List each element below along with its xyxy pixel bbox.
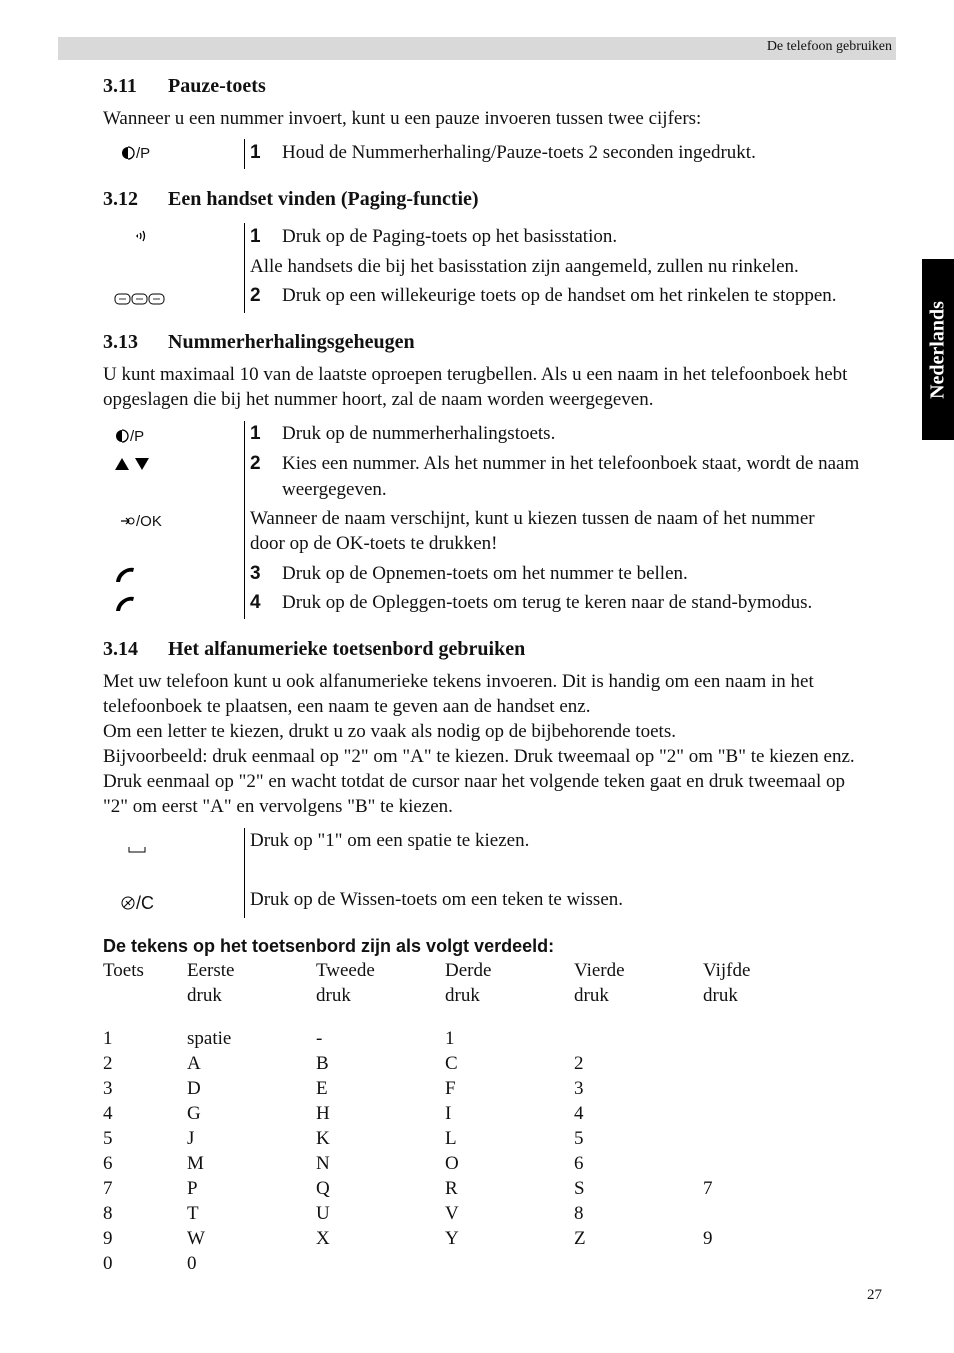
menu-ok-icon xyxy=(120,513,162,530)
section-heading-3-14 xyxy=(103,638,525,661)
table-cell: Q xyxy=(316,1178,330,1199)
table-cell: - xyxy=(316,1028,323,1049)
paragraph: opgeslagen die bij het nummer hoort, zal de naam worden weergegeven. xyxy=(103,389,654,410)
column-header: druk xyxy=(187,985,222,1006)
section-title: Een handset vinden (Paging-functie) xyxy=(168,188,479,210)
language-tab xyxy=(922,259,954,440)
step-text-continued: weergegeven. xyxy=(282,479,387,500)
table-cell: I xyxy=(445,1103,452,1124)
clear-icon xyxy=(120,893,154,914)
section-number: 3.14 xyxy=(103,638,138,660)
step-number: 4 xyxy=(250,592,261,613)
space-icon xyxy=(127,841,147,858)
section-title: Nummerherhalingsgeheugen xyxy=(168,331,415,353)
step-number: 3 xyxy=(250,563,261,584)
table-heading: De tekens op het toetsenbord zijn als volgt verdeeld: xyxy=(103,936,555,956)
table-cell: 7 xyxy=(103,1178,113,1199)
end-call-handset-icon xyxy=(114,595,136,617)
table-cell: 7 xyxy=(703,1178,713,1199)
step-number: 1 xyxy=(250,423,261,444)
table-cell: H xyxy=(316,1103,330,1124)
language-tab-label: Nederlands xyxy=(926,300,949,399)
table-cell: 4 xyxy=(574,1103,584,1124)
icon-label: /P xyxy=(130,428,145,445)
table-cell: A xyxy=(187,1053,201,1074)
table-cell: R xyxy=(445,1178,458,1199)
table-cell: T xyxy=(187,1203,199,1224)
paging-icon xyxy=(133,229,147,247)
keypad-keys-icon xyxy=(114,292,166,310)
table-cell: 8 xyxy=(103,1203,113,1224)
paragraph-line: "2" om eerst "A" en vervolgens "B" te kiezen. xyxy=(103,796,453,817)
paragraph-line: Druk eenmaal op "2" en wacht totdat de cursor naar het volgende teken gaat en druk tweemaal op xyxy=(103,771,845,792)
divider xyxy=(244,421,245,619)
table-cell: 1 xyxy=(445,1028,455,1049)
step-1 xyxy=(250,224,617,249)
paragraph: Wanneer u een nummer invoert, kunt u een pauze invoeren tussen twee cijfers: xyxy=(103,108,702,129)
section-heading-3-12 xyxy=(103,188,479,211)
paragraph-line: Om een letter te kiezen, drukt u zo vaak als nodig op de bijbehorende toets. xyxy=(103,721,676,742)
table-cell: 6 xyxy=(103,1153,113,1174)
talk-handset-icon xyxy=(114,566,136,588)
divider xyxy=(244,223,245,313)
redial-pause-icon xyxy=(114,428,144,445)
table-cell: 0 xyxy=(187,1253,197,1274)
section-number: 3.13 xyxy=(103,331,138,353)
step-note: door op de OK-toets te drukken! xyxy=(250,533,498,554)
page-number: 27 xyxy=(867,1287,882,1303)
section-heading-3-13 xyxy=(103,331,415,354)
column-header: Derde xyxy=(445,960,492,981)
table-cell: L xyxy=(445,1128,457,1149)
table-cell: V xyxy=(445,1203,459,1224)
table-cell: D xyxy=(187,1078,201,1099)
table-cell: Y xyxy=(445,1228,459,1249)
column-header: Eerste xyxy=(187,960,235,981)
table-cell: Z xyxy=(574,1228,586,1249)
space-instruction: Druk op "1" om een spatie te kiezen. xyxy=(250,830,530,851)
table-cell: M xyxy=(187,1153,204,1174)
step-3 xyxy=(250,561,688,586)
table-cell: S xyxy=(574,1178,585,1199)
table-cell: C xyxy=(445,1053,458,1074)
table-cell: 8 xyxy=(574,1203,584,1224)
icon-label: /C xyxy=(136,893,154,913)
table-cell: spatie xyxy=(187,1028,232,1049)
table-cell: F xyxy=(445,1078,456,1099)
table-cell: O xyxy=(445,1153,459,1174)
step-2 xyxy=(250,283,837,308)
column-header: druk xyxy=(574,985,609,1006)
table-cell: K xyxy=(316,1128,330,1149)
section-number: 3.11 xyxy=(103,75,137,97)
column-header: druk xyxy=(445,985,480,1006)
table-cell: 4 xyxy=(103,1103,113,1124)
header-bar xyxy=(58,37,896,60)
column-header: druk xyxy=(703,985,738,1006)
step-number: 1 xyxy=(250,226,261,247)
column-header: Vijfde xyxy=(703,960,751,981)
redial-pause-icon xyxy=(120,145,150,162)
table-cell: G xyxy=(187,1103,201,1124)
table-cell: 9 xyxy=(103,1228,113,1249)
table-cell: 9 xyxy=(703,1228,713,1249)
paragraph-line: telefoonboek te plaatsen, een naam te geven aan de handset enz. xyxy=(103,696,591,717)
paragraph: U kunt maximaal 10 van de laatste oproepen terugbellen. Als u een naam in het telefoonboek hebt xyxy=(103,364,848,385)
table-cell: P xyxy=(187,1178,198,1199)
table-cell: 5 xyxy=(574,1128,584,1149)
section-number: 3.12 xyxy=(103,188,138,210)
column-header: druk xyxy=(316,985,351,1006)
table-cell: 2 xyxy=(574,1053,584,1074)
table-cell: X xyxy=(316,1228,330,1249)
paragraph-line: Bijvoorbeeld: druk eenmaal op "2" om "A" te kiezen. Druk tweemaal op "2" om "B" te kiezen enz. xyxy=(103,746,855,767)
icon-label: /P xyxy=(136,145,151,162)
table-cell: N xyxy=(316,1153,330,1174)
step-number: 2 xyxy=(250,453,261,474)
step-1 xyxy=(250,140,756,165)
table-cell: J xyxy=(187,1128,195,1149)
column-header: Vierde xyxy=(574,960,625,981)
header-title: De telefoon gebruiken xyxy=(766,39,892,54)
table-cell: 5 xyxy=(103,1128,113,1149)
table-cell: 0 xyxy=(103,1253,113,1274)
section-title: Het alfanumerieke toetsenbord gebruiken xyxy=(168,638,526,660)
table-cell: 1 xyxy=(103,1028,113,1049)
step-number: 2 xyxy=(250,285,261,306)
paragraph-line: Met uw telefoon kunt u ook alfanumerieke tekens invoeren. Dit is handig om een naam in het xyxy=(103,671,814,692)
table-cell: 3 xyxy=(574,1078,584,1099)
step-text: Druk op de Paging-toets op het basisstation. xyxy=(282,226,618,247)
step-note: Alle handsets die bij het basisstation zijn aangemeld, zullen nu rinkelen. xyxy=(250,256,799,277)
step-note: Wanneer de naam verschijnt, kunt u kiezen tussen de naam of het nummer xyxy=(250,508,815,529)
table-cell: 6 xyxy=(574,1153,584,1174)
table-cell: E xyxy=(316,1078,328,1099)
table-cell: W xyxy=(187,1228,205,1249)
step-2 xyxy=(250,451,859,476)
divider xyxy=(244,139,245,169)
step-text: Druk op een willekeurige toets op de handset om het rinkelen te stoppen. xyxy=(282,285,837,306)
step-number: 1 xyxy=(250,142,261,163)
step-text: Kies een nummer. Als het nummer in het telefoonboek staat, wordt de naam xyxy=(282,453,860,474)
step-text: Houd de Nummerherhaling/Pauze-toets 2 seconden ingedrukt. xyxy=(282,142,756,163)
table-cell: U xyxy=(316,1203,330,1224)
section-title: Pauze-toets xyxy=(168,75,266,97)
step-1 xyxy=(250,421,555,446)
divider xyxy=(244,828,245,918)
step-text: Druk op de Opleggen-toets om terug te keren naar de stand-bymodus. xyxy=(282,592,813,613)
step-text: Druk op de Opnemen-toets om het nummer te bellen. xyxy=(282,563,688,584)
column-header: Tweede xyxy=(316,960,375,981)
up-down-arrows-icon xyxy=(113,456,153,476)
column-header: Toets xyxy=(103,960,144,981)
table-cell: B xyxy=(316,1053,329,1074)
icon-label: /OK xyxy=(136,513,162,530)
section-heading-3-11 xyxy=(103,75,266,98)
table-cell: 3 xyxy=(103,1078,113,1099)
step-text: Druk op de nummerherhalingstoets. xyxy=(282,423,556,444)
clear-instruction: Druk op de Wissen-toets om een teken te wissen. xyxy=(250,889,623,910)
step-4 xyxy=(250,590,812,615)
table-cell: 2 xyxy=(103,1053,113,1074)
